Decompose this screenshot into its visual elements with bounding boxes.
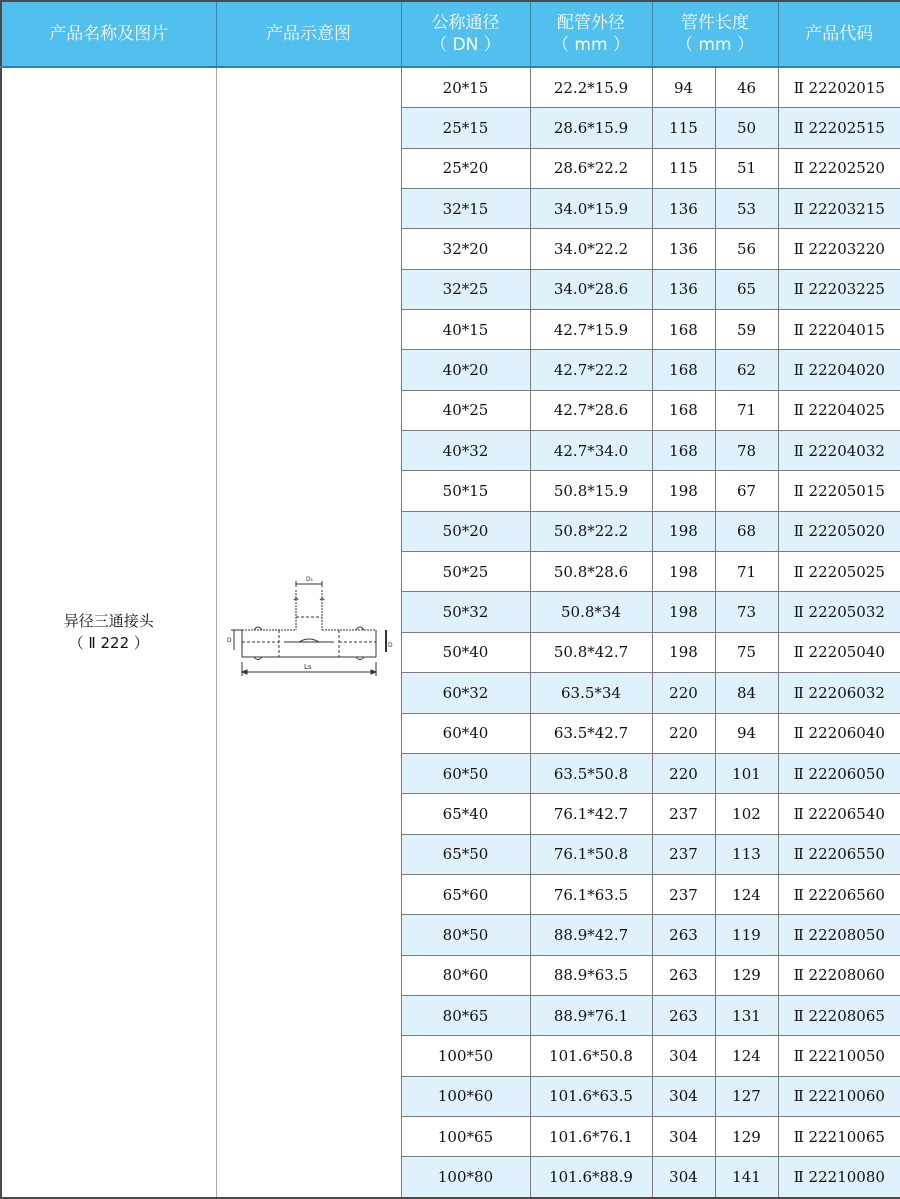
cell-dn: 50*25 (401, 552, 530, 592)
cell-length-2: 131 (715, 995, 778, 1035)
cell-length-1: 136 (652, 269, 715, 309)
cell-od: 42.7*15.9 (530, 310, 652, 350)
cell-dn: 100*65 (401, 1116, 530, 1156)
cell-length-2: 68 (715, 511, 778, 551)
cell-od: 34.0*28.6 (530, 269, 652, 309)
cell-dn: 40*25 (401, 390, 530, 430)
cell-dn: 60*40 (401, 713, 530, 753)
cell-dn: 50*15 (401, 471, 530, 511)
cell-code: Ⅱ 22208060 (778, 955, 900, 995)
cell-length-1: 220 (652, 673, 715, 713)
cell-od: 50.8*42.7 (530, 632, 652, 672)
cell-code: Ⅱ 22205020 (778, 511, 900, 551)
cell-length-1: 237 (652, 834, 715, 874)
cell-dn: 100*80 (401, 1157, 530, 1198)
cell-code: Ⅱ 22204032 (778, 431, 900, 471)
header-dn-label: 公称通径 (431, 13, 500, 33)
cell-od: 63.5*42.7 (530, 713, 652, 753)
cell-code: Ⅱ 22210060 (778, 1076, 900, 1116)
cell-code: Ⅱ 22203225 (778, 269, 900, 309)
cell-code: Ⅱ 22202515 (778, 108, 900, 148)
cell-length-1: 136 (652, 189, 715, 229)
cell-od: 76.1*63.5 (530, 874, 652, 914)
cell-length-2: 113 (715, 834, 778, 874)
cell-length-1: 304 (652, 1036, 715, 1076)
header-nominal-diameter (401, 1, 530, 67)
cell-dn: 32*20 (401, 229, 530, 269)
cell-length-1: 168 (652, 350, 715, 390)
reducing-tee-drawing-icon (224, 572, 394, 692)
cell-code: Ⅱ 22202015 (778, 67, 900, 108)
header-product-name: 产品名称及图片 (1, 1, 216, 67)
cell-dn: 65*60 (401, 874, 530, 914)
svg-text:D: D (387, 642, 393, 650)
cell-length-2: 62 (715, 350, 778, 390)
cell-length-2: 119 (715, 915, 778, 955)
cell-length-2: 65 (715, 269, 778, 309)
cell-code: Ⅱ 22204025 (778, 390, 900, 430)
cell-dn: 100*50 (401, 1036, 530, 1076)
cell-length-2: 129 (715, 1116, 778, 1156)
cell-length-1: 168 (652, 390, 715, 430)
cell-dn: 40*32 (401, 431, 530, 471)
cell-length-2: 102 (715, 794, 778, 834)
cell-code: Ⅱ 22203215 (778, 189, 900, 229)
cell-code: Ⅱ 22206032 (778, 673, 900, 713)
cell-dn: 65*50 (401, 834, 530, 874)
product-diagram-cell (216, 67, 401, 1198)
cell-length-2: 101 (715, 753, 778, 793)
cell-dn: 40*20 (401, 350, 530, 390)
cell-od: 42.7*34.0 (530, 431, 652, 471)
cell-length-2: 129 (715, 955, 778, 995)
cell-length-1: 136 (652, 229, 715, 269)
cell-code: Ⅱ 22205032 (778, 592, 900, 632)
svg-text:D₁: D₁ (305, 576, 313, 584)
cell-dn: 80*60 (401, 955, 530, 995)
header-dn-unit: （ DN ） (430, 35, 501, 55)
cell-length-2: 127 (715, 1076, 778, 1116)
cell-od: 50.8*22.2 (530, 511, 652, 551)
cell-code: Ⅱ 22210080 (778, 1157, 900, 1198)
cell-length-1: 168 (652, 431, 715, 471)
cell-od: 76.1*42.7 (530, 794, 652, 834)
cell-length-2: 124 (715, 1036, 778, 1076)
cell-length-2: 56 (715, 229, 778, 269)
cell-od: 22.2*15.9 (530, 67, 652, 108)
header-length-unit: （ mm ） (676, 35, 754, 55)
cell-od: 28.6*22.2 (530, 148, 652, 188)
cell-dn: 50*40 (401, 632, 530, 672)
cell-code: Ⅱ 22205040 (778, 632, 900, 672)
cell-code: Ⅱ 22206050 (778, 753, 900, 793)
cell-code: Ⅱ 22206560 (778, 874, 900, 914)
cell-length-1: 304 (652, 1076, 715, 1116)
cell-length-1: 304 (652, 1157, 715, 1198)
product-name: 异径三通接头 (63, 612, 154, 631)
cell-od: 50.8*34 (530, 592, 652, 632)
cell-code: Ⅱ 22210050 (778, 1036, 900, 1076)
cell-od: 76.1*50.8 (530, 834, 652, 874)
cell-length-1: 198 (652, 632, 715, 672)
header-diagram: 产品示意图 (216, 1, 401, 67)
header-length-label: 管件长度 (681, 13, 749, 33)
cell-od: 101.6*63.5 (530, 1076, 652, 1116)
cell-dn: 40*15 (401, 310, 530, 350)
cell-dn: 50*32 (401, 592, 530, 632)
cell-code: Ⅱ 22205025 (778, 552, 900, 592)
cell-dn: 25*20 (401, 148, 530, 188)
cell-length-2: 84 (715, 673, 778, 713)
header-outer-diameter (530, 1, 652, 67)
cell-length-2: 94 (715, 713, 778, 753)
svg-text:Ls: Ls (303, 663, 312, 672)
cell-dn: 50*20 (401, 511, 530, 551)
cell-code: Ⅱ 22202520 (778, 148, 900, 188)
cell-length-2: 59 (715, 310, 778, 350)
cell-od: 34.0*22.2 (530, 229, 652, 269)
cell-code: Ⅱ 22204020 (778, 350, 900, 390)
cell-dn: 80*65 (401, 995, 530, 1035)
cell-od: 34.0*15.9 (530, 189, 652, 229)
cell-code: Ⅱ 22204015 (778, 310, 900, 350)
cell-od: 88.9*42.7 (530, 915, 652, 955)
cell-length-2: 53 (715, 189, 778, 229)
cell-od: 50.8*15.9 (530, 471, 652, 511)
cell-dn: 60*32 (401, 673, 530, 713)
cell-code: Ⅱ 22210065 (778, 1116, 900, 1156)
cell-od: 101.6*50.8 (530, 1036, 652, 1076)
cell-code: Ⅱ 22206040 (778, 713, 900, 753)
cell-od: 88.9*76.1 (530, 995, 652, 1035)
cell-dn: 100*60 (401, 1076, 530, 1116)
cell-length-2: 73 (715, 592, 778, 632)
cell-length-1: 263 (652, 915, 715, 955)
cell-dn: 32*25 (401, 269, 530, 309)
cell-length-1: 198 (652, 552, 715, 592)
cell-dn: 80*50 (401, 915, 530, 955)
cell-length-1: 115 (652, 148, 715, 188)
cell-code: Ⅱ 22206550 (778, 834, 900, 874)
table-header-row (1, 1, 900, 67)
cell-length-2: 78 (715, 431, 778, 471)
cell-code: Ⅱ 22208050 (778, 915, 900, 955)
product-model: （ Ⅱ 222 ） (68, 634, 149, 653)
cell-od: 50.8*28.6 (530, 552, 652, 592)
cell-length-1: 115 (652, 108, 715, 148)
header-od-unit: （ mm ） (552, 35, 630, 55)
cell-dn: 32*15 (401, 189, 530, 229)
cell-length-1: 237 (652, 874, 715, 914)
header-product-code: 产品代码 (778, 1, 900, 67)
cell-length-1: 263 (652, 955, 715, 995)
cell-length-2: 75 (715, 632, 778, 672)
cell-length-2: 67 (715, 471, 778, 511)
cell-length-1: 237 (652, 794, 715, 834)
cell-od: 101.6*88.9 (530, 1157, 652, 1198)
cell-length-1: 198 (652, 592, 715, 632)
table-body (1, 67, 900, 1198)
cell-length-1: 198 (652, 471, 715, 511)
cell-od: 88.9*63.5 (530, 955, 652, 995)
cell-length-1: 198 (652, 511, 715, 551)
cell-od: 101.6*76.1 (530, 1116, 652, 1156)
cell-dn: 25*15 (401, 108, 530, 148)
cell-length-2: 50 (715, 108, 778, 148)
cell-dn: 20*15 (401, 67, 530, 108)
cell-length-2: 124 (715, 874, 778, 914)
cell-length-1: 263 (652, 995, 715, 1035)
cell-code: Ⅱ 22205015 (778, 471, 900, 511)
cell-dn: 65*40 (401, 794, 530, 834)
cell-code: Ⅱ 22203220 (778, 229, 900, 269)
cell-length-1: 304 (652, 1116, 715, 1156)
cell-length-1: 220 (652, 753, 715, 793)
cell-code: Ⅱ 22208065 (778, 995, 900, 1035)
cell-od: 42.7*28.6 (530, 390, 652, 430)
cell-od: 42.7*22.2 (530, 350, 652, 390)
cell-dn: 60*50 (401, 753, 530, 793)
cell-length-1: 168 (652, 310, 715, 350)
cell-od: 63.5*34 (530, 673, 652, 713)
cell-length-1: 220 (652, 713, 715, 753)
cell-length-2: 46 (715, 67, 778, 108)
cell-length-2: 141 (715, 1157, 778, 1198)
cell-length-2: 71 (715, 552, 778, 592)
header-od-label: 配管外径 (557, 13, 625, 33)
table-row (1, 67, 900, 108)
cell-code: Ⅱ 22206540 (778, 794, 900, 834)
cell-length-2: 51 (715, 148, 778, 188)
cell-length-2: 71 (715, 390, 778, 430)
svg-text:D: D (226, 637, 232, 645)
product-name-cell (1, 67, 216, 1198)
cell-od: 63.5*50.8 (530, 753, 652, 793)
cell-od: 28.6*15.9 (530, 108, 652, 148)
cell-length-1: 94 (652, 67, 715, 108)
header-fitting-length (652, 1, 778, 67)
